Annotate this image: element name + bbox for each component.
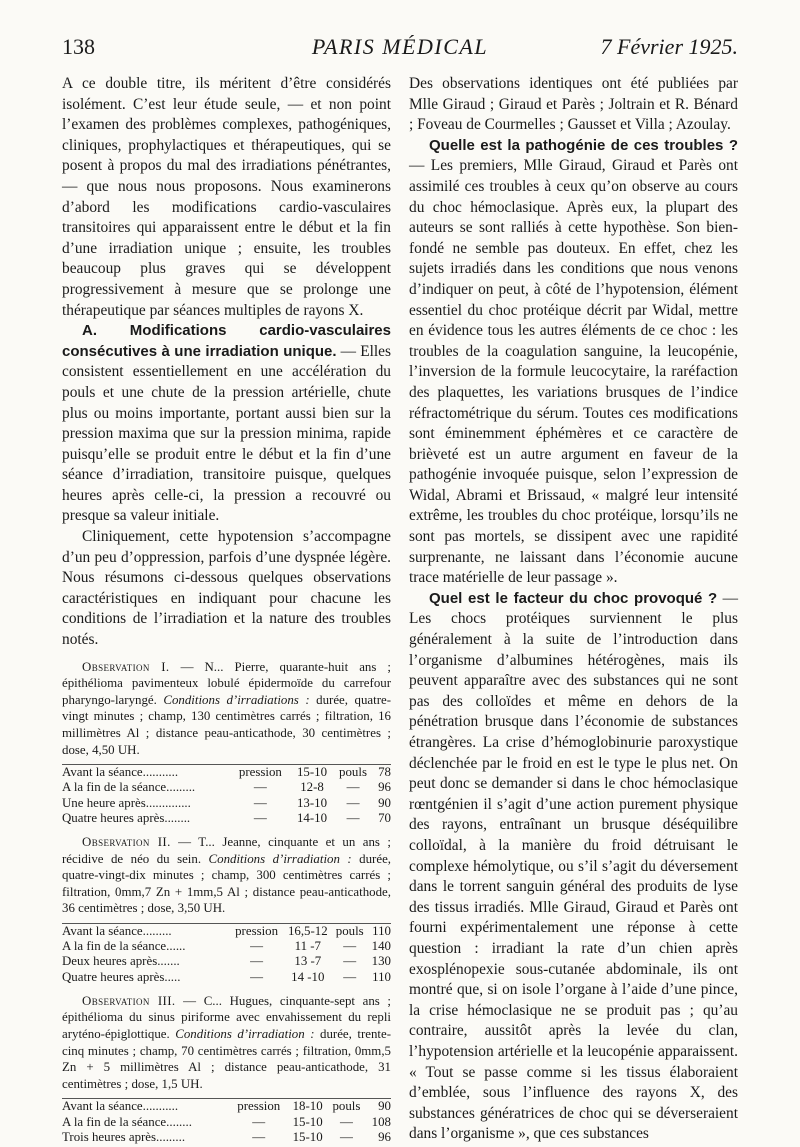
conditions-label: Conditions d’irradiations : [163,692,310,707]
observation-2-table [62,923,391,985]
facteur-body: — Les chocs protéiques surviennent le plus généralement à la suite de l’introduction dans l’organisme d’albumines hétérogènes, mais ils peuvent apparaître avec des substances qui ne sont pas des colloïdes et même en dehors de la pénétration brusque dans l’économie de substances étrangères. La crise d’hémoglobinurie paroxystique déclenchée par le froid en est le type le plus net. On peut donc se demander si dans le choc hémoclasique rœntgénien il s’agit d’une action purement physique des rayons, entraînant un brusque déséquilibre colloïdal, à la manière du froid détruisant le complexe hémolytique, ou s’il s’agit du déversement dans le torrent sanguin général des produits de lyse des tissus irradiés. Mlle Giraud, Giraud et Parès ont fourni expérimentalement une réponse à cette question : irradiant la rate d’un chien après exosplénopexie sous-cutanée abdominale, ils ont montré que, si on isole l’organe à l’aide d’une pince, la crise hémoclasique ne se produit pas ; qu’au contraire, aussitôt après la levée du clan, l’hypotension artérielle et la leucopénie apparaissent. « Tout se passe comme si les tissus élaboraient d’emblée, sous l’influence des rayons X, des substances génératrices de choc qui se déverseraient dans l’organisme », que ces substances [409,589,738,1143]
observation-1: Observation I. — N... Pierre, quarante-huit ans ; épithélioma pavimenteux lobulé épidermoïde du carrefour pharyngo-laryngé. Conditions d’irradiations : durée, quatre-vingt minutes ; champ, 130 centimètres carrés ; filtration, 16 millimètres Al ; distance peau-anticathode, 30 centimètres ; dose, 4,50 UH. [62,659,392,757]
conditions-label: Conditions d’irradiation : [208,851,352,866]
pathogenie-body: — Les premiers, Mlle Giraud, Giraud et Parès ont assimilé ces troubles à ceux qu’on observe au cours du choc hémoclasique. Après eux, la plupart des auteurs se sont ralliés à cette hypothèse. Son bien-fondé ne semble pas douteux. En effet, chez les sujets irradiés dans les conditions que nous venons d’indiquer on peut, à côté de l’hypotension, élément essentiel du choc protéique décrit par Widal, mettre en évidence tous les autres éléments de ce choc : les troubles de la coagulation sanguine, la leucopénie, l’inversion de la formule leucocytaire, la raréfaction des plaquettes, les variations brusques de l’indice réfractométrique du sérum. Toutes ces modifications sont éminemment éphémères et ce caractère de brièveté est un autre argument en faveur de la pathogénie invoquée puisque, selon l’expression de Widal, Abrami et Brissaud, « malgré leur intensité extrême, les troubles du choc protéique, lorsqu’ils ne sont pas mortels, se dissipent avec une rapidité surprenante, ne laissant dans l’économie aucune trace matérielle de leur passage ». [409,157,738,587]
table-row: Avant la séance........... pression 15-10 pouls 78 [62,765,391,780]
facteur-paragraph [409,589,738,1145]
pathogenie-heading: Quelle est la pathogénie de ces troubles ? [429,136,738,154]
table-row: Avant la séance......... pression 16,5-12 pouls 110 [62,923,391,938]
observation-3-table [62,1098,391,1145]
table-row: A la fin de la séance...... — 11 -7 — 140 [62,939,391,954]
clinique-paragraph: Cliniquement, cette hypotension s’accompagne d’un peu d’oppression, parfois d’une dyspnée légère. Nous résumons ci-dessous quelques observations caractéristiques en indiquant pour chacune les conditions de l’irradiation et la nature des troubles notés. [62,528,391,649]
observation-2: Observation II. — T... Jeanne, cinquante et un ans ; récidive de néo du sein. Conditions d’irradiation : durée, quatre-vingt-dix minutes ; champ, 300 centimètres carrés ; filtration, 0mm,7 Zn + 1mm,5 Al ; distance peau-anticathode, 36 centimètres ; dose, 3,50 UH. [62,835,392,916]
table-row: Quatre heures après........ — 14-10 — 70 [62,810,391,825]
observations-published-paragraph: Des observations identiques ont été publiées par Mlle Giraud ; Giraud et Parès ; Joltrain et R. Bénard ; Foveau de Courmelles ; Gausset et Villa ; Azoulay. [409,75,738,134]
table-row: Une heure après.............. — 13-10 — 90 [62,795,391,810]
intro-paragraph: A ce double titre, ils méritent d’être considérés isolément. C’est leur étude seule, — et non point l’examen des problèmes complexes, pathogéniques, cliniques, prophylactiques et thérapeutiques, qui se posent à propos du mal des irradiations pénétrantes, — que nous nous proposons. Nous examinerons d’abord les modifications cardio-vasculaires transitoires qui apparaissent entre le début et la fin d’une irradiation unique ; ensuite, les troubles beaucoup plus graves qui se développent progressivement à mesure que se prolonge une thérapeutique par séances multiples de rayons X. [62,75,391,319]
conditions-label: Conditions d’irradiation : [175,1026,315,1041]
right-column [409,74,738,1145]
page-number: 138 [62,34,95,59]
facteur-heading: Quel est le facteur du choc provoqué ? [429,589,718,607]
left-column [62,74,391,1147]
observation-1-table [62,764,391,826]
table-row: A la fin de la séance......... — 12-8 — 96 [62,780,391,795]
table-row: Avant la séance........... pression 18-10 pouls 90 [62,1099,391,1114]
observation-3: Observation III. — C... Hugues, cinquante-sept ans ; épithélioma du sinus piriforme avec envahissement du repli aryténo-épiglottique. Conditions d’irradiation : durée, trente-cinq minutes ; champ, 70 centimètres carrés ; filtration, 0mm,5 Zn + 5 millimètres Al ; distance peau-anticathode, 31 centimètres ; dose, 1,5 UH. [62,993,392,1091]
section-a-heading: A. Modifications cardio-vasculaires consécutives à une irradiation unique. [62,322,391,360]
table-row: A la fin de la séance........ — 15-10 — 108 [62,1114,391,1129]
observation-label: Observation III. [82,993,176,1008]
table-row: Trois heures après......... — 15-10 — 96 [62,1129,391,1144]
journal-title: PARIS MÉDICAL [311,34,489,59]
issue-date: 7 Février 1925. [600,34,738,59]
observation-label: Observation II. [82,835,171,849]
table-row: Deux heures après....... — 13 -7 — 130 [62,954,391,969]
section-a-body: — Elles consistent essentiellement en une accélération du pouls et une chute de la pression artérielle, chute plus ou moins importante, portant aussi bien sur la pression maxima que sur la pression minima, rapide puisqu’elle se produit entre le début et la fin d’une séance d’irradiation, transitoire puisque, quelques heures après celle-ci, la pression a recouvré ou presque sa valeur initiale. [62,342,391,525]
table-row: Quatre heures après..... — 14 -10 — 110 [62,969,391,984]
section-a-paragraph [62,321,391,527]
page-header [62,34,738,74]
observation-label: Observation I. [82,659,170,674]
pathogenie-paragraph [409,136,738,589]
